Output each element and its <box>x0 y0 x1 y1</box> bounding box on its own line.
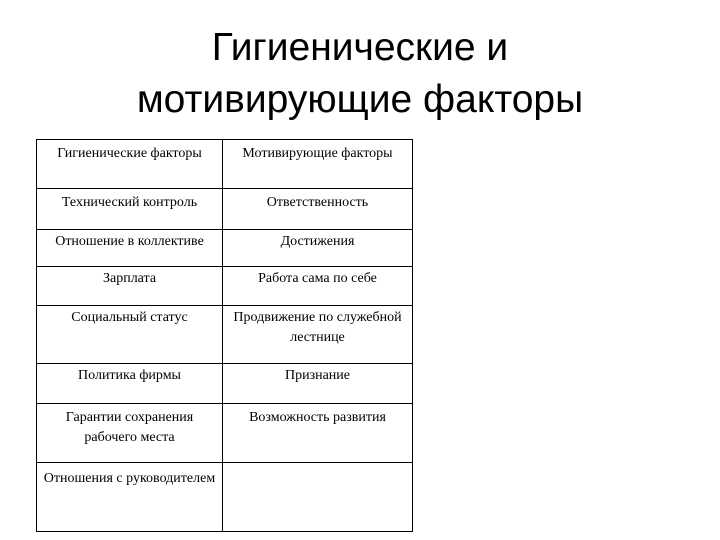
motivating-cell: Признание <box>223 364 413 404</box>
motivating-cell: Ответственность <box>223 189 413 230</box>
motivating-cell-empty <box>223 463 413 532</box>
table-row <box>37 189 413 230</box>
page-title <box>0 22 720 126</box>
table-row <box>37 404 413 463</box>
hygiene-cell: Отношения с руководителем <box>37 463 223 532</box>
table-row <box>37 306 413 364</box>
hygiene-cell: Социальный статус <box>37 306 223 364</box>
hygiene-cell: Отношение в коллективе <box>37 230 223 267</box>
table-row <box>37 463 413 532</box>
hygiene-cell: Технический контроль <box>37 189 223 230</box>
table-row <box>37 267 413 306</box>
factors-table <box>36 139 413 532</box>
hygiene-cell: Гарантии сохранения рабочего места <box>37 404 223 463</box>
motivating-cell: Достижения <box>223 230 413 267</box>
table-header-row <box>37 140 413 189</box>
table-row <box>37 230 413 267</box>
hygiene-cell: Политика фирмы <box>37 364 223 404</box>
title-line-1: Гигиенические и <box>211 26 509 69</box>
motivating-cell: Работа сама по себе <box>223 267 413 306</box>
header-motivating: Мотивирующие факторы <box>223 140 413 189</box>
motivating-cell: Продвижение по служебной лестнице <box>223 306 413 364</box>
header-hygiene: Гигиенические факторы <box>37 140 223 189</box>
hygiene-cell: Зарплата <box>37 267 223 306</box>
title-line-2: мотивирующие факторы <box>136 78 584 121</box>
motivating-cell: Возможность развития <box>223 404 413 463</box>
table-row <box>37 364 413 404</box>
